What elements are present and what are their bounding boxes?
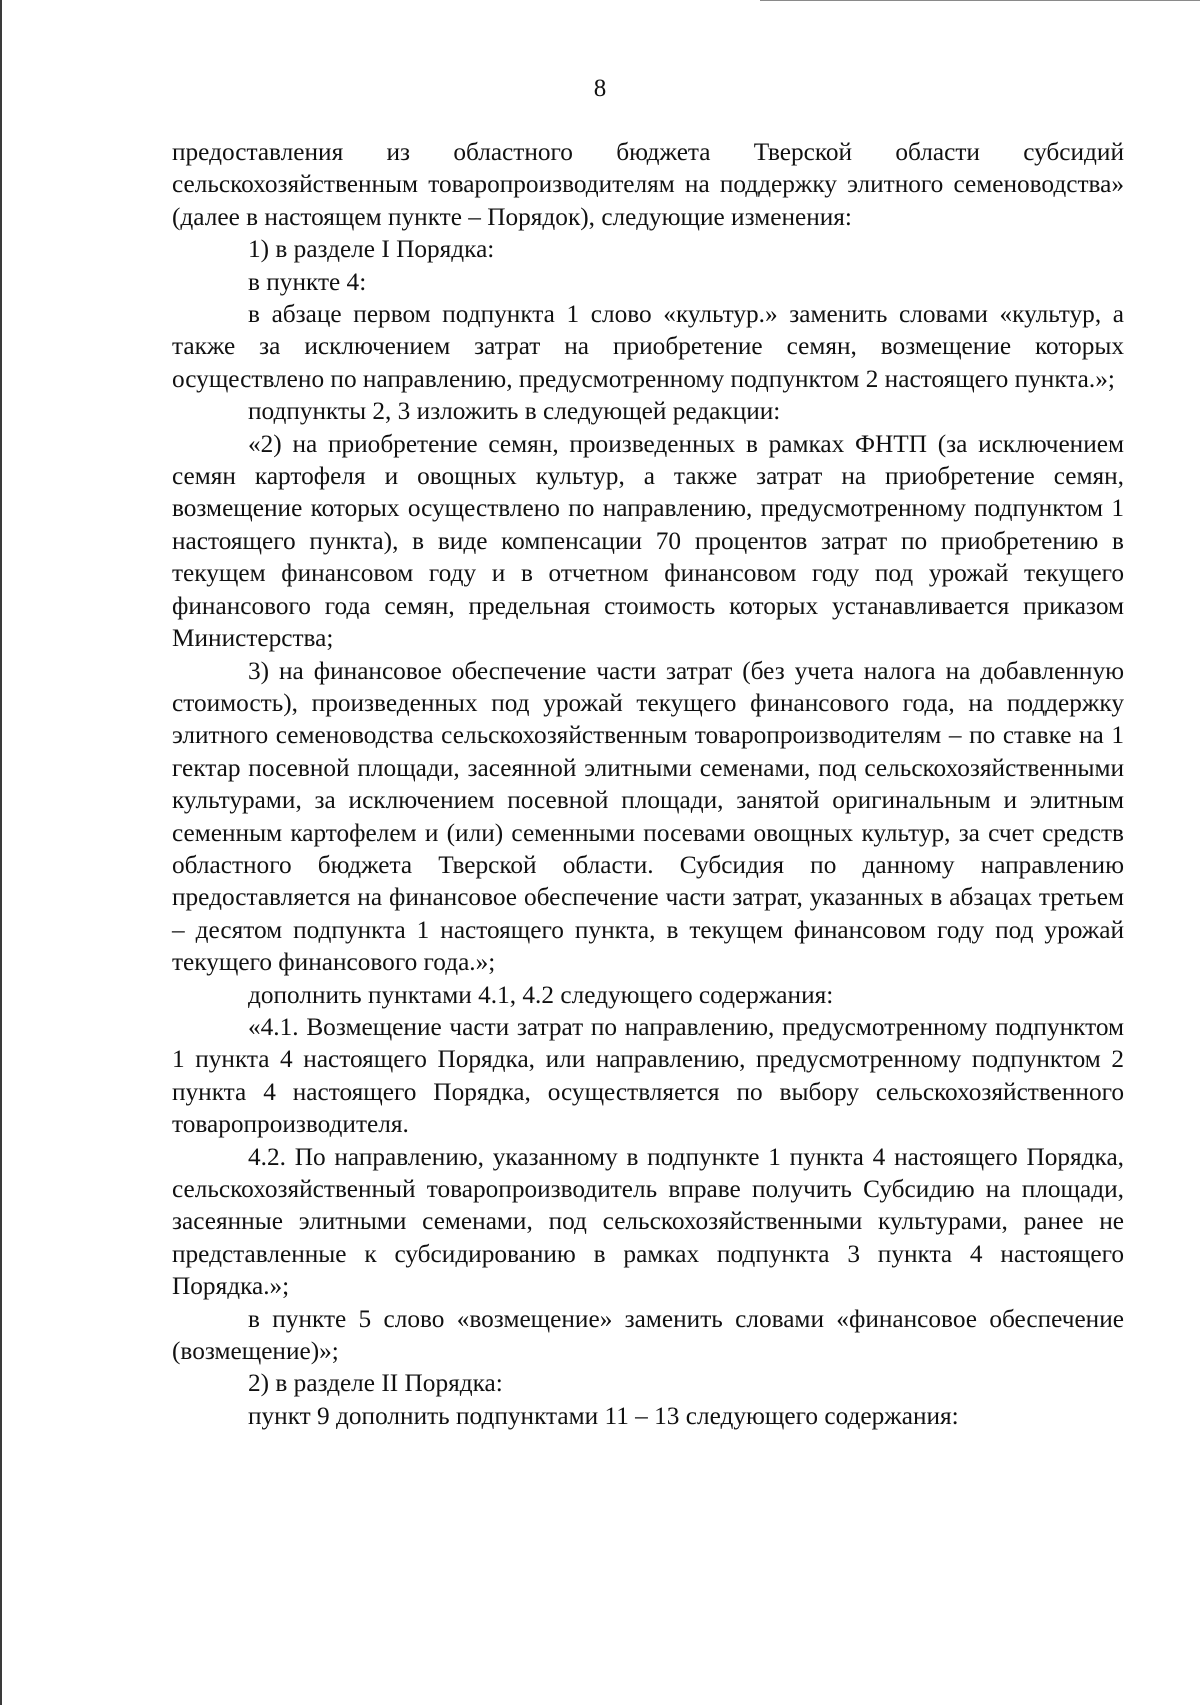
scan-edge-left — [0, 0, 2, 1705]
paragraph: в пункте 4: — [248, 267, 367, 296]
scan-edge-top — [760, 0, 1200, 1]
paragraph: предоставления из областного бюджета Тверской области субсидий сельскохозяйственным товаропроизводителям на поддержку элитного семеноводства» (далее в настоящем пункте – Порядок), следующие изменения: — [172, 138, 1124, 231]
paragraph: 3) на финансовое обеспечение части затрат (без учета налога на добавленную стоимость), произведенных под урожай текущего финансового года, на поддержку элитного семеноводства сельскохозяйственным товаропроизводителям – по ставке на 1 гектар посевной площади, засеянной элитными семенами, под сельскохозяйственными культурами, за исключением посевной площади, занятой оригинальным и элитным семенным картофелем и (или) семенными посевами овощных культур, за счет средств областного бюджета Тверской области. Субсидия по данному направлению предоставляется на финансовое обеспечение части затрат, указанных в абзацах третьем – десятом подпункта 1 настоящего пункта, в текущем финансовом году под урожай текущего финансового года.»; — [172, 656, 1124, 977]
page-number: 8 — [593, 75, 607, 102]
paragraph: подпункты 2, 3 изложить в следующей редакции: — [248, 397, 781, 426]
paragraph: «2) на приобретение семян, произведенных в рамках ФНТП (за исключением семян картофеля и овощных культур, а также затрат на приобретение семян, возмещение которых осуществлено по направлению, предусмотренному подпунктом 1 настоящего пункта), в виде компенсации 70 процентов затрат по приобретению в текущем финансовом году и в отчетном финансовом году под урожай текущего финансового года семян, предельная стоимость которых устанавливается приказом Министерства; — [172, 429, 1124, 653]
paragraph: 1) в разделе I Порядка: — [248, 235, 495, 264]
paragraph: 4.2. По направлению, указанному в подпункте 1 пункта 4 настоящего Порядка, сельскохозяйственный товаропроизводитель вправе получить Субсидию на площади, засеянные элитными семенами, под сельскохозяйственными культурами, ранее не представленные к субсидированию в рамках подпункта 3 пункта 4 настоящего Порядка.»; — [172, 1142, 1124, 1301]
paragraph: пункт 9 дополнить подпунктами 11 – 13 следующего содержания: — [248, 1401, 959, 1430]
paragraph: дополнить пунктами 4.1, 4.2 следующего содержания: — [248, 980, 834, 1009]
document-body — [172, 136, 1124, 1432]
paragraph: 2) в разделе II Порядка: — [248, 1369, 503, 1398]
paragraph: «4.1. Возмещение части затрат по направлению, предусмотренному подпунктом 1 пункта 4 настоящего Порядка, или направлению, предусмотренному подпунктом 2 пункта 4 настоящего Порядка, осуществляется по выбору сельскохозяйственного товаропроизводителя. — [172, 1012, 1124, 1139]
paragraph: в пункте 5 слово «возмещение» заменить словами «финансовое обеспечение (возмещение)»; — [172, 1304, 1124, 1366]
paragraph: в абзаце первом подпункта 1 слово «культур.» заменить словами «культур, а также за исключением затрат на приобретение семян, возмещение которых осуществлено по направлению, предусмотренному подпунктом 2 настоящего пункта.»; — [172, 300, 1124, 393]
